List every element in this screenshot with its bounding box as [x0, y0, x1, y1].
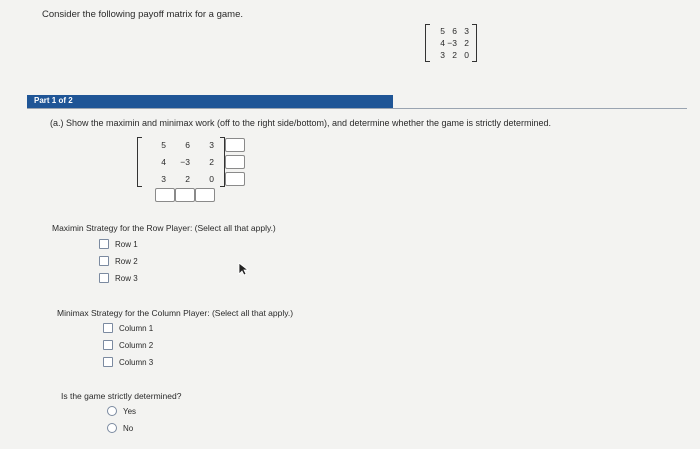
matrix-cell: −3: [180, 157, 190, 167]
determined-label: Is the game strictly determined?: [61, 391, 182, 401]
radio-button[interactable]: [107, 406, 117, 416]
option-label: Yes: [123, 406, 137, 416]
column-2-max-input[interactable]: [175, 188, 195, 202]
matrix-cell: 2: [209, 157, 214, 167]
matrix-cell: −3: [447, 37, 457, 48]
checkbox[interactable]: [99, 273, 109, 283]
row-3-min-input[interactable]: [225, 172, 245, 186]
row-1-option[interactable]: [99, 239, 138, 249]
column-1-option[interactable]: [103, 323, 153, 333]
minimax-label: Minimax Strategy for the Column Player: (Select all that apply.): [57, 308, 294, 318]
column-2-option[interactable]: [103, 340, 153, 350]
matrix-cell: 3: [209, 140, 214, 150]
part-a-instruction: (a.) Show the maximin and minimax work (off to the right side/bottom), and determine whether the game is strictly determined.: [50, 118, 552, 128]
checkbox[interactable]: [103, 340, 113, 350]
matrix-cell: 4: [161, 157, 166, 167]
matrix-cell: 2: [452, 50, 457, 61]
matrix-cell: 5: [161, 140, 166, 150]
payoff-matrix: [425, 24, 477, 62]
column-1-max-input[interactable]: [155, 188, 175, 202]
divider: [27, 108, 687, 109]
mouse-pointer-icon: [238, 262, 250, 276]
work-matrix: [137, 137, 225, 187]
right-bracket: [472, 24, 477, 62]
option-label: Column 3: [119, 357, 154, 367]
checkbox[interactable]: [99, 239, 109, 249]
row-1-min-input[interactable]: [225, 138, 245, 152]
option-label: Row 1: [115, 239, 138, 249]
yes-option[interactable]: [107, 406, 136, 416]
checkbox[interactable]: [103, 357, 113, 367]
checkbox[interactable]: [99, 256, 109, 266]
radio-button[interactable]: [107, 423, 117, 433]
checkbox[interactable]: [103, 323, 113, 333]
matrix-cell: 3: [440, 50, 445, 61]
maximin-label: Maximin Strategy for the Row Player: (Select all that apply.): [52, 223, 276, 233]
row-2-option[interactable]: [99, 256, 138, 266]
matrix-cell: 0: [464, 50, 469, 61]
matrix-cell: 5: [440, 25, 445, 36]
row-2-min-input[interactable]: [225, 155, 245, 169]
question-text: Consider the following payoff matrix for a game.: [42, 9, 244, 20]
no-option[interactable]: [107, 423, 133, 433]
row-3-option[interactable]: [99, 273, 138, 283]
option-label: No: [123, 423, 134, 433]
matrix-cell: 6: [452, 25, 457, 36]
matrix-cell: 2: [185, 174, 190, 184]
matrix-cell: 4: [440, 37, 445, 48]
option-label: Row 2: [115, 256, 138, 266]
matrix-cell: 0: [209, 174, 214, 184]
column-3-option[interactable]: [103, 357, 153, 367]
matrix-cell: 3: [161, 174, 166, 184]
part-label: Part 1 of 2: [30, 96, 77, 105]
matrix-cell: 6: [185, 140, 190, 150]
matrix-cell: 2: [464, 37, 469, 48]
option-label: Column 1: [119, 323, 154, 333]
option-label: Column 2: [119, 340, 154, 350]
matrix-cell: 3: [464, 25, 469, 36]
part-header-bar: [27, 95, 393, 108]
column-3-max-input[interactable]: [195, 188, 215, 202]
option-label: Row 3: [115, 273, 138, 283]
